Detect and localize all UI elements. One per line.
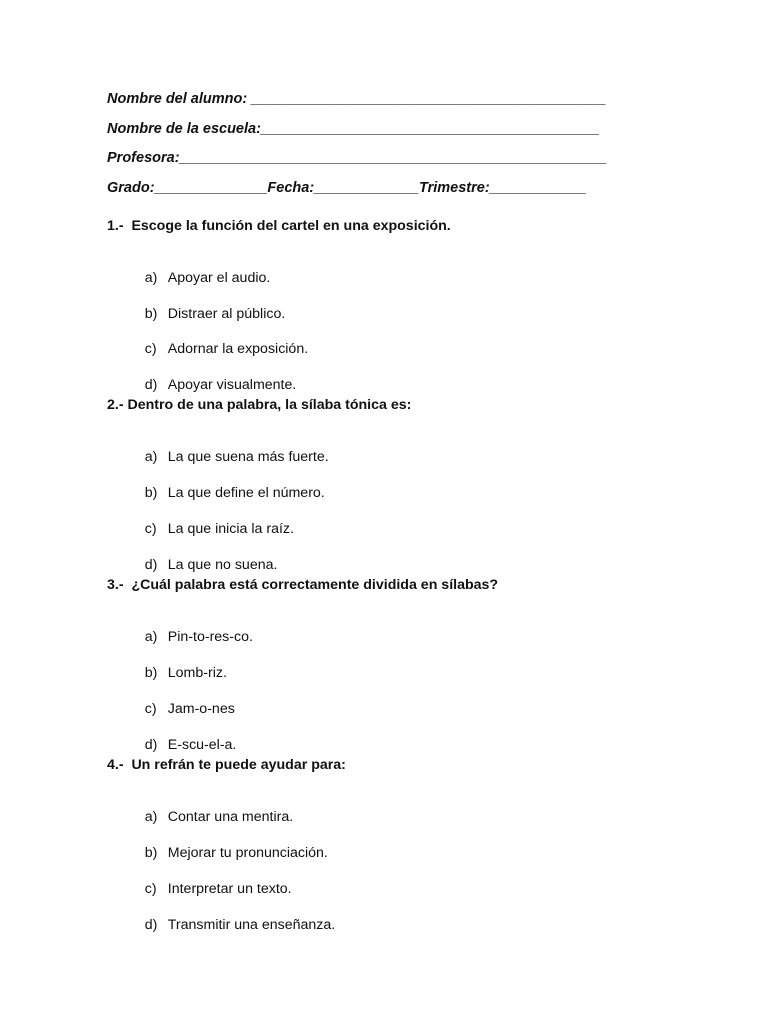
option-text: Transmitir una enseñanza.: [167, 917, 336, 933]
question-4: 4.- Un refrán te puede ayudar para:: [107, 757, 346, 773]
option-letter: b): [144, 485, 158, 501]
grade-date-term-field: Grado:______________Fecha:_____________Trimestre:____________: [107, 180, 587, 196]
option-letter: c): [144, 701, 157, 717]
option-letter: d): [144, 917, 158, 933]
option-letter: d): [144, 737, 158, 753]
option-letter: b): [144, 845, 158, 861]
option-text: Mejorar tu pronunciación.: [167, 845, 328, 861]
option-letter: a): [144, 449, 158, 465]
question-3: 3.- ¿Cuál palabra está correctamente dividida en sílabas?: [107, 577, 499, 593]
option-letter: a): [144, 629, 158, 645]
question-4-option-d: [129, 901, 335, 949]
teacher-field: Profesora:_____________________________________________________: [107, 150, 607, 166]
school-name-field: Nombre de la escuela:__________________________________________: [107, 121, 600, 137]
option-text: Contar una mentira.: [167, 809, 294, 825]
option-letter: b): [144, 306, 158, 322]
option-letter: d): [144, 377, 158, 393]
option-letter: c): [144, 341, 157, 357]
option-text: La que suena más fuerte.: [167, 449, 329, 465]
option-text: Distraer al público.: [167, 306, 286, 322]
option-text: Adornar la exposición.: [167, 341, 309, 357]
option-text: La que inicia la raíz.: [167, 521, 294, 537]
option-text: Pin-to-res-co.: [167, 629, 253, 645]
option-letter: a): [144, 809, 158, 825]
option-letter: d): [144, 557, 158, 573]
student-name-field: Nombre del alumno: ____________________________________________: [107, 91, 607, 107]
option-text: La que define el número.: [167, 485, 325, 501]
option-text: E-scu-el-a.: [167, 737, 237, 753]
question-1: 1.- Escoge la función del cartel en una exposición.: [107, 218, 451, 234]
option-text: Jam-o-nes: [167, 701, 235, 717]
question-2: 2.- Dentro de una palabra, la sílaba tónica es:: [107, 397, 412, 413]
option-letter: c): [144, 881, 157, 897]
option-text: Interpretar un texto.: [167, 881, 292, 897]
option-text: Lomb-riz.: [167, 665, 227, 681]
option-letter: b): [144, 665, 158, 681]
option-letter: c): [144, 521, 157, 537]
option-text: Apoyar el audio.: [167, 270, 271, 286]
option-text: La que no suena.: [167, 557, 278, 573]
option-letter: a): [144, 270, 158, 286]
option-text: Apoyar visualmente.: [167, 377, 297, 393]
